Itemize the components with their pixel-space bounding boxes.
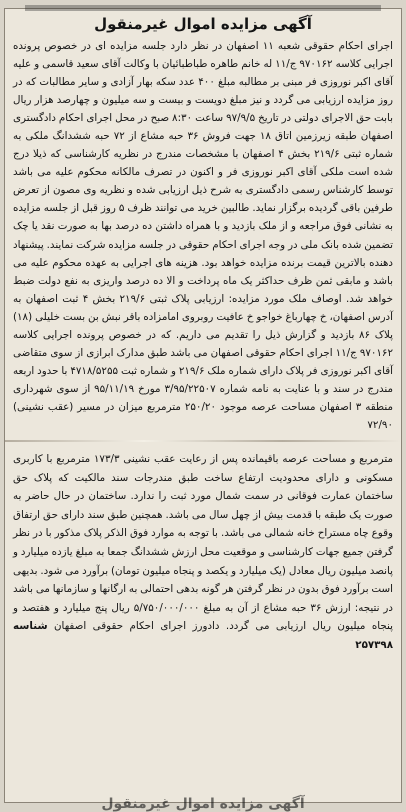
next-notice-title: آگهی مزایده اموال غیرمنقول xyxy=(101,796,305,812)
paste-seam xyxy=(5,440,401,442)
notice-continuation xyxy=(13,450,393,655)
notice-title: آگهی مزایده اموال غیرمنقول xyxy=(94,15,312,33)
notice-body: اجرای احکام حقوقی شعبه ۱۱ اصفهان در نظر دارد جلسه مزایده ای در خصوص پرونده اجرایی کلاسه ۹۷۰۱۶۲ ج/۱۱ له خانم طاهره طباطبائیان با وکالت آقای سعید قاسمی و علیه آقای اکبر نوروزی فر مبنی بر مطالبه مبلغ ۴۰۰ عدد سکه بهار آزادی و سایر مطالبات که در روز مزایده ارزیابی می گردد و نیز مبلغ دویست و بیست و سه میلیون و چهارصد هزار ریال بابت حق الاجرای دولتی در تاریخ ۹۷/۹/۵ ساعت ۸:۳۰ صبح در محل اجرای احکام دادگستری اصفهان طبقه زیرزمین اتاق ۱۸ جهت فروش ۳۶ حبه مشاع از ۷۲ حبه ششدانگ ملکی به شماره ثبتی ۲۱۹/۶ بخش ۴ اصفهان با مشخصات مندرج در نظریه کارشناسی که ذیلا درج شده است ملکی آقای اکبر نوروزی فر و اکنون در تصرف مالکانه محکوم علیه می باشد توسط کارشناس رسمی دادگستری به شرح ذیل ارزیابی شده و نظریه وی مصون از تعرض طرفین باقی گردیده برگزار نماید. طالبین خرید می توانند ظرف ۵ روز قبل از جلسه مزایده به نشانی فوق مراجعه و از ملک بازدید و با همراه داشتن ده درصد بها به صورت نقد یا چک تضمین شده بانک ملی در وجه اجرای احکام حقوقی در جلسه مزایده شرکت نمایند. پیشنهاد دهنده بالاترین قیمت برنده مزایده خواهد بود. هزینه های اجرایی به عهده محکوم علیه می باشد و مابقی ثمن ظرف حداکثر یک ماه پرداخت و الا ده درصد واریزی به نفع دولت ضبط خواهد شد. اوصاف ملک مورد مزایده: ارزیابی پلاک ثبتی ۲۱۹/۶ بخش ۴ ثبت اصفهان به آدرس اصفهان، خ چهارباغ خواجو خ عافیت روبروی امامزاده باقر نبش بن بست خلیلی (۱۸) پلاک ۸۶ بازدید و گزارش ذیل را تقدیم می داریم. که در خصوص پرونده اجرایی کلاسه ۹۷۰۱۶۲ ج/۱۱ اجرای احکام حقوقی اصفهان می باشد طبق مدارک ابرازی از سوی متقاضی آقای اکبر نوروزی فر پلاک دارای شماره ملک ۲۱۹/۶ و شماره ثبت ۴۷۱۸/۵۲۵۵ با حدود اربعه مندرج در سند و با عنایت به نامه شماره ۳/۹۵/۲۲۵۰۷ مورخ ۹۵/۱۱/۱۹ از سوی شهرداری منطقه ۳ اصفهان مساحت عرصه موجود ۲۵۰/۲۰ مترمربع میزان در مسیر (عقب نشینی) ۷۲/۹۰ xyxy=(13,40,394,431)
case-number: ۲۵۷۳۹۸ xyxy=(355,638,393,651)
newspaper-clipping xyxy=(4,8,402,812)
torn-edge xyxy=(25,5,381,11)
case-label: شناسه xyxy=(13,620,48,633)
continuation-text: مترمربع و مساحت عرصه باقیمانده پس از رعایت عقب نشینی ۱۷۳/۳ مترمربع با کاربری مسکونی و دارای محدودیت ارتفاع ساخت طبق مندرجات سند مالکیت که پلاک حق ساختمان عمارت فوقانی در سمت شمال مورد ثبت را ندارد. ساختمان در حال حاضر به صورت یک طبقه با قدمت بیش از چهل سال می باشد. همچنین طبق سند دارای حق ارتفاق وقوع چاه مستراح خانه شمالی می باشد. با توجه به موارد فوق الذکر پلاک مذکور با در نظر گرفتن جمیع جهات کارشناسی و موقعیت محل ارزش ششدانگ جمعا به مبلغ یازده میلیارد و پانصد میلیون ریال معادل (یک میلیارد و یکصد و پنجاه میلیون تومان) برآورد می شود. بدیهی است برآورد فوق بدون در نظر گرفتن هر گونه بدهی احتمالی به ارگانها و سازمانها می باشد در نتیجه: ارزش ۳۶ حبه مشاع از آن به مبلغ ۵/۷۵۰/۰۰۰/۰۰۰ ریال پنج میلیارد و هفتصد و پنجاه میلیون ریال ارزیابی می گردد. دادورز اجرای احکام حقوقی اصفهان xyxy=(13,453,393,633)
